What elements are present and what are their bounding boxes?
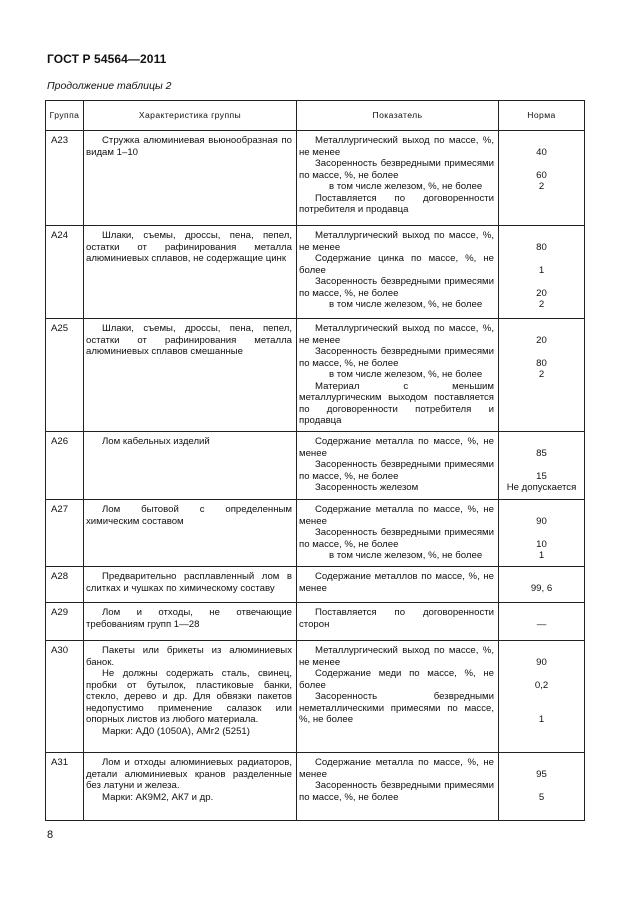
indicator-text: в том числе железом, %, не более	[329, 369, 483, 380]
norm-value	[499, 780, 584, 792]
indicator-text: Содержание меди по массе, %, не более	[299, 668, 494, 691]
norm-value	[499, 527, 584, 539]
characteristic-cell	[84, 641, 297, 753]
norm-value	[499, 381, 584, 393]
indicator-cell	[297, 603, 499, 641]
characteristic-cell	[84, 500, 297, 567]
norm-value	[499, 404, 584, 416]
characteristic-paragraph: Лом кабельных изделий	[102, 436, 210, 447]
indicator-text: Засоренность безвредными примесями по массе, %, не более	[299, 780, 494, 803]
indicator-cell	[297, 131, 499, 226]
indicator-cell	[297, 500, 499, 567]
indicator-text: Засоренность безвредными примесями по массе, %, не более	[299, 527, 494, 550]
table-caption: Продолжение таблицы 2	[47, 80, 172, 92]
norm-value	[499, 323, 584, 335]
norm-value	[499, 392, 584, 404]
group-cell: А29	[46, 603, 84, 641]
indicator-text: Засоренность безвредными примесями по массе, %, не более	[299, 158, 494, 181]
norm-value: 80	[536, 357, 547, 369]
indicator-text: Засоренность безвредными неметаллическими примесями по массе, %, не более	[299, 691, 494, 725]
norm-value: 1	[538, 550, 545, 561]
norm-value: 80	[536, 241, 547, 253]
characteristic-paragraph: Предварительно расплавленный лом в слитках и чушках по химическому составу	[86, 571, 292, 594]
indicator-text: в том числе железом, %, не более	[329, 181, 483, 192]
norm-value	[499, 703, 584, 715]
norm-value: 5	[538, 791, 545, 803]
characteristic-cell	[84, 319, 297, 432]
norm-value: 0,2	[534, 679, 549, 691]
indicator-text: Засоренность железом	[315, 482, 419, 493]
indicator-text: в том числе железом, %, не более	[329, 299, 483, 310]
norm-value	[499, 135, 584, 147]
characteristic-paragraph: Пакеты или брикеты из алюминиевых банок.	[86, 645, 292, 668]
norm-value: 1	[538, 264, 545, 276]
norm-value	[499, 757, 584, 769]
indicator-text: Поставляется по договоренности потребителя и продавца	[299, 192, 494, 215]
group-cell: А27	[46, 500, 84, 567]
norm-value: 2	[538, 181, 545, 192]
norm-cell	[499, 319, 585, 432]
norm-value: 20	[536, 334, 547, 346]
column-header-group: Группа	[46, 101, 84, 131]
table-row	[46, 603, 585, 641]
table-row	[46, 432, 585, 500]
table-header-row	[46, 101, 585, 131]
characteristic-paragraph: Марки: АК9М2, АК7 и др.	[102, 791, 214, 803]
table-row	[46, 500, 585, 567]
group-cell: А31	[46, 753, 84, 821]
characteristic-cell	[84, 226, 297, 319]
norm-value: 85	[536, 447, 547, 459]
indicator-text: Засоренность безвредными примесями по массе, %, не более	[299, 276, 494, 299]
norm-value	[499, 230, 584, 242]
characteristic-paragraph: Шлаки, съемы, дроссы, пена, пепел, остатки от рафинирования металла алюминиевых сплавов смешанные	[86, 323, 292, 357]
column-header-indicator: Показатель	[297, 101, 499, 131]
indicator-text: в том числе железом, %, не более	[329, 550, 483, 561]
norm-value: 95	[536, 768, 547, 780]
group-cell: А25	[46, 319, 84, 432]
norm-cell	[499, 226, 585, 319]
table-row	[46, 131, 585, 226]
group-cell: А23	[46, 131, 84, 226]
indicator-cell	[297, 753, 499, 821]
indicator-text: Металлургический выход по массе, %, не менее	[299, 645, 494, 668]
characteristic-paragraph: Шлаки, съемы, дроссы, пена, пепел, остатки от рафинирования металла алюминиевых сплавов, не содержащие цинк	[86, 230, 292, 264]
indicator-text: Содержание металла по массе, %, не менее	[299, 504, 494, 527]
norm-value	[499, 459, 584, 471]
norm-value	[499, 436, 584, 448]
norm-value	[499, 346, 584, 358]
characteristic-paragraph: Лом и отходы алюминиевых радиаторов, детали алюминиевых кранов разделенные без латуни и железа.	[86, 757, 292, 791]
column-header-characteristic: Характеристика группы	[84, 101, 297, 131]
table-row	[46, 567, 585, 603]
norm-cell	[499, 500, 585, 567]
table-row	[46, 753, 585, 821]
indicator-text: Поставляется по договоренности сторон	[299, 607, 494, 630]
indicator-text: Содержание металлов по массе, %, не менее	[299, 571, 494, 594]
norm-cell	[499, 603, 585, 641]
norm-value: 90	[536, 656, 547, 668]
norm-value: 1	[538, 714, 545, 725]
characteristic-cell	[84, 603, 297, 641]
group-cell: А24	[46, 226, 84, 319]
norm-cell	[499, 432, 585, 500]
table-row	[46, 319, 585, 432]
norm-value: 99, 6	[530, 582, 553, 594]
column-header-norm: Норма	[499, 101, 585, 131]
indicator-text: Содержание цинка по массе, %, не более	[299, 253, 494, 276]
norm-value: 40	[536, 146, 547, 158]
norm-cell	[499, 131, 585, 226]
indicator-text: Засоренность безвредными примесями по массе, %, не более	[299, 459, 494, 482]
norm-value: 90	[536, 515, 547, 527]
table-row	[46, 641, 585, 753]
norm-value	[499, 691, 584, 703]
indicator-cell	[297, 226, 499, 319]
characteristic-paragraph: Не должны содержать сталь, свинец, пробки от бутылок, пластиковые банки, стекло, дерево и др. Для обвязки пакетов недопустимо применение салазок или опорных листов из любого материала.	[86, 668, 292, 725]
norm-value: 15	[536, 470, 547, 482]
norm-value	[499, 645, 584, 657]
norm-value: 10	[536, 538, 547, 550]
table-row	[46, 226, 585, 319]
indicator-text: Содержание металла по массе, %, не менее	[299, 757, 494, 780]
group-cell: А28	[46, 567, 84, 603]
document-header: ГОСТ Р 54564—2011	[47, 52, 167, 66]
characteristic-paragraph: Марки: АД0 (1050А), АМг2 (5251)	[102, 725, 250, 737]
norm-value	[499, 158, 584, 170]
characteristic-cell	[84, 567, 297, 603]
characteristic-cell	[84, 432, 297, 500]
characteristic-cell	[84, 131, 297, 226]
norm-value	[499, 253, 584, 265]
group-cell: А26	[46, 432, 84, 500]
norm-value: 2	[538, 369, 545, 380]
norm-value	[499, 571, 584, 583]
indicator-cell	[297, 319, 499, 432]
page-number: 8	[47, 829, 54, 841]
norm-value	[499, 607, 584, 619]
indicator-text: Содержание металла по массе, %, не менее	[299, 436, 494, 459]
indicator-text: Металлургический выход по массе, %, не менее	[299, 135, 494, 158]
norm-cell	[499, 567, 585, 603]
indicator-cell	[297, 567, 499, 603]
norm-value: Не допускается	[506, 482, 577, 493]
indicator-text: Материал с меньшим металлургическим выходом поставляется по договоренности потребителя и продавца	[299, 380, 494, 426]
indicator-text: Металлургический выход по массе, %, не менее	[299, 230, 494, 253]
norm-cell	[499, 753, 585, 821]
indicator-text: Засоренность безвредными примесями по массе, %, не более	[299, 346, 494, 369]
group-cell: А30	[46, 641, 84, 753]
characteristic-paragraph: Лом и отходы, не отвечающие требованиям групп 1—28	[86, 607, 292, 630]
indicator-cell	[297, 641, 499, 753]
norm-cell	[499, 641, 585, 753]
norm-value: 2	[538, 299, 545, 310]
indicator-cell	[297, 432, 499, 500]
characteristic-paragraph: Лом бытовой с определенным химическим составом	[86, 504, 292, 527]
norm-value: 20	[536, 287, 547, 299]
indicator-text: Металлургический выход по массе, %, не менее	[299, 323, 494, 346]
characteristic-cell	[84, 753, 297, 821]
norm-value	[499, 276, 584, 288]
norm-value	[499, 193, 584, 205]
data-table	[45, 100, 585, 821]
norm-value: —	[536, 618, 547, 630]
norm-value	[499, 668, 584, 680]
norm-value: 60	[536, 169, 547, 181]
norm-value	[499, 204, 584, 216]
characteristic-paragraph: Стружка алюминиевая вьюнообразная по видам 1–10	[86, 135, 292, 158]
norm-value	[499, 504, 584, 516]
